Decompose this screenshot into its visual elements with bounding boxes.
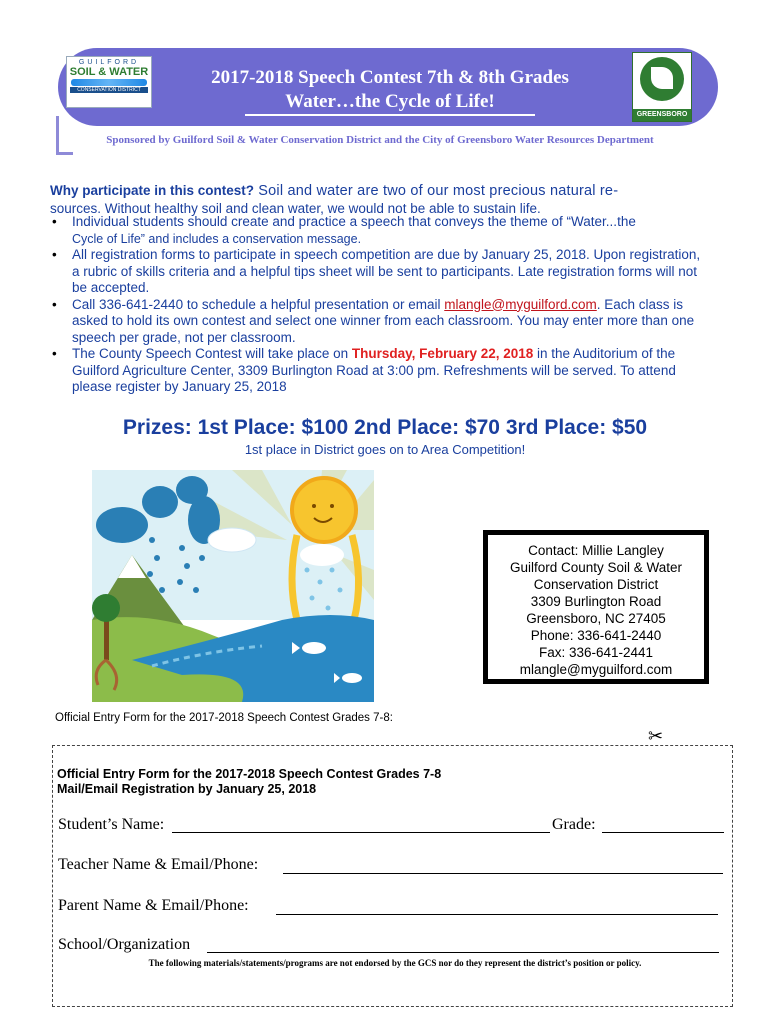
contact-line: Phone: 336-641-2440 — [530, 628, 662, 643]
water-cycle-illustration — [92, 470, 374, 702]
official-entry-label: Official Entry Form for the 2017-2018 Speech Contest Grades 7-8: — [55, 712, 393, 724]
contest-date: Thursday, February 22, 2018 — [351, 346, 534, 361]
list-item: • Call 336-641-2440 to schedule a helpful presentation or email mlangle@myguilford.com. Each class is asked to hold its own contest and select one winner from each classroom. You may enter more than one speech per grade, not per classroom. — [52, 296, 695, 345]
contact-line: Conservation District — [533, 577, 659, 592]
email-link[interactable]: mlangle@myguilford.com — [444, 296, 597, 312]
teacher-label: Teacher Name & Email/Phone: — [58, 856, 259, 873]
contact-line: Fax: 336-641-2441 — [538, 645, 654, 660]
contact-box — [483, 530, 709, 684]
title-line-1: 2017-2018 Speech Contest 7th & 8th Grades — [211, 67, 569, 88]
contact-line: Guilford County Soil & Water — [509, 560, 683, 575]
school-field[interactable] — [207, 952, 719, 953]
decorative-bracket — [56, 116, 73, 155]
grade-field[interactable] — [602, 832, 724, 833]
title-line-2: Water…the Cycle of Life! — [245, 90, 534, 116]
student-name-label: Student’s Name: — [58, 816, 165, 833]
contact-line: 3309 Burlington Road — [530, 594, 662, 609]
grade-label: Grade: — [552, 816, 596, 833]
student-name-field[interactable] — [172, 832, 550, 833]
info-bullets — [50, 214, 710, 396]
contact-line: Greensboro, NC 27405 — [526, 611, 666, 626]
contact-email: mlangle@myguilford.com — [519, 662, 673, 677]
soil-water-logo: GUILFORD SOIL & WATER CONSERVATION DISTRICT — [66, 56, 152, 108]
prizes-subtext: 1st place in District goes on to Area Competition! — [244, 442, 526, 457]
contact-line: Contact: Millie Langley — [528, 543, 664, 558]
list-item: • The County Speech Contest will take place on Thursday, February 22, 2018 in the Auditorium of the Guilford Agriculture Center, 3309 Burlington Road at 3:00 pm. Refreshments will be served. To attend please register by January 25, 2018 — [52, 346, 676, 394]
bullet-icon: • — [52, 214, 57, 229]
entry-form-deadline: Mail/Email Registration by January 25, 2018 — [57, 782, 317, 796]
greensboro-logo: GREENSBORO — [632, 52, 692, 122]
intro-lead: Why participate in this contest? — [50, 183, 255, 198]
list-item: • All registration forms to participate in speech competition are due by January 25, 2018. Upon registration, a rubric of skills criteria and a helpful tips sheet will be sent to participants. Late registration forms will not be accepted. — [52, 247, 701, 295]
bullet-icon: • — [52, 296, 57, 312]
list-item: • Individual students should create and practice a speech that conveys the theme of “Water...the Cycle of Life” and includes a conservation message. — [52, 214, 636, 246]
bullet-icon: • — [52, 247, 57, 262]
parent-field[interactable] — [276, 914, 718, 915]
school-label: School/Organization — [58, 936, 191, 953]
entry-form-heading: Official Entry Form for the 2017-2018 Speech Contest Grades 7-8 — [57, 767, 442, 781]
parent-label: Parent Name & Email/Phone: — [58, 897, 249, 914]
page-title — [150, 66, 630, 116]
intro-text-1: Soil and water are two of our most precious natural re- — [254, 183, 619, 199]
leaf-icon — [651, 67, 673, 89]
teacher-field[interactable] — [283, 873, 723, 874]
bullet-icon: • — [52, 346, 57, 361]
sponsor-text: Sponsored by Guilford Soil & Water Conservation District and the City of Greensboro Water Resources Department — [106, 134, 654, 146]
prizes-heading: Prizes: 1st Place: $100 2nd Place: $70 3rd Place: $50 — [122, 416, 648, 439]
disclaimer: The following materials/statements/programs are not endorsed by the GCS nor do they represent the district’s position or policy. — [148, 958, 642, 968]
intro-paragraph — [50, 182, 730, 217]
intro-text-2: sources. Without healthy soil and clean water, we would not be able to sustain life. — [50, 201, 541, 216]
scissors-icon: ✂ — [648, 726, 664, 746]
